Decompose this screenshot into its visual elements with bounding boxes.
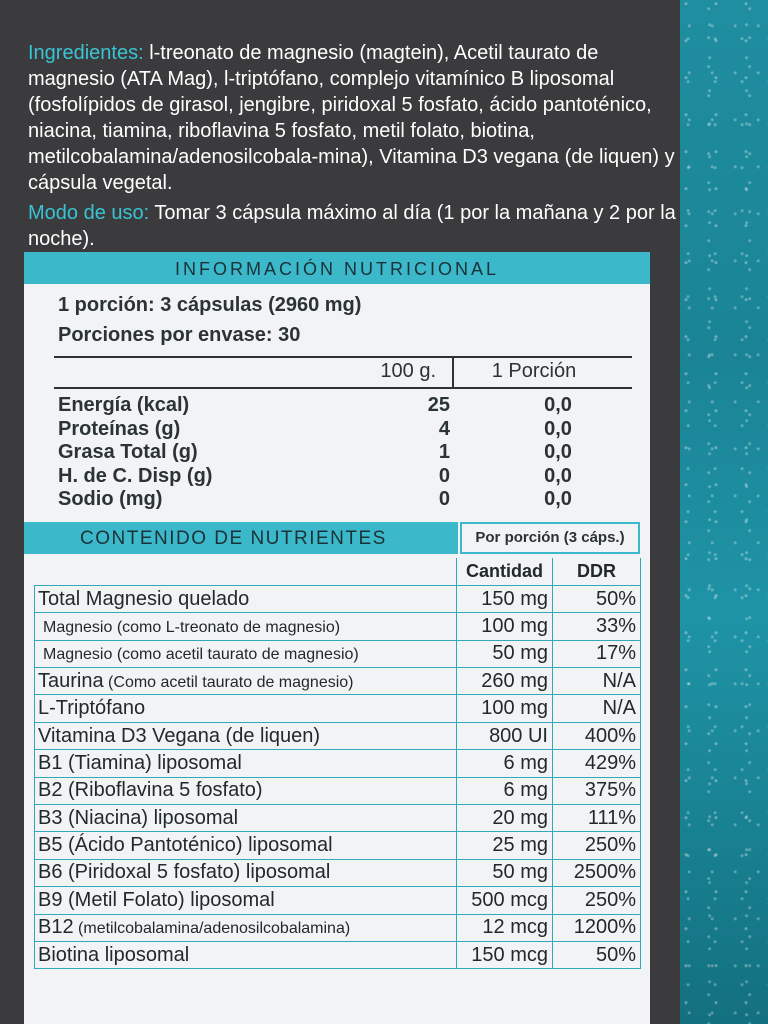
nutrient-main: B3 (Niacina) liposomal	[38, 806, 239, 829]
nutrient-amount: 800 UI	[457, 722, 553, 749]
ingredients-label: Ingredientes:	[28, 42, 144, 64]
nutrient-main: B2 (Riboflavina 5 fosfato)	[38, 779, 263, 802]
nutrient-row	[35, 722, 641, 749]
ingredients-paragraph	[28, 40, 676, 196]
nutrient-main: Biotina liposomal	[38, 943, 190, 966]
nutrient-amount: 100 mg	[457, 613, 553, 640]
servings-per-container: Porciones por envase: 30	[58, 324, 301, 346]
nutrition-label: Grasa Total (g)	[58, 441, 198, 463]
nutrient-name	[35, 805, 457, 832]
nutrient-row	[35, 859, 641, 886]
nutrition-row	[58, 441, 618, 465]
nutrient-ddr: 400%	[553, 722, 641, 749]
nutrient-row	[35, 668, 641, 695]
nutrient-name	[35, 668, 457, 695]
col-header-portion: 1 Porción	[491, 360, 577, 382]
nutrient-ddr: N/A	[553, 668, 641, 695]
nutrition-per100: 0	[438, 488, 450, 510]
nutrition-row	[58, 465, 618, 489]
nutrition-per100: 1	[438, 441, 450, 463]
nutrient-amount: 500 mcg	[457, 887, 553, 914]
column-divider	[452, 356, 454, 389]
nutrient-main: B6 (Piridoxal 5 fosfato) liposomal	[38, 861, 331, 884]
nutrient-row	[35, 750, 641, 777]
nutrient-main: L-Triptófano	[38, 697, 146, 720]
nutrient-amount: 12 mcg	[457, 914, 553, 941]
nutrient-ddr: 111%	[553, 805, 641, 832]
nutrition-portion: 0,0	[544, 464, 572, 487]
nutrient-sub: (metilcobalamina/adenosilcobalamina)	[73, 920, 351, 938]
nutrient-sub: (como L-treonato de magnesio)	[112, 618, 341, 636]
nutrient-main: B12	[38, 916, 74, 939]
nutrient-amount: 25 mg	[457, 832, 553, 859]
nutrient-main: B1 (Tiamina) liposomal	[38, 751, 242, 774]
nutrient-row	[35, 613, 641, 640]
nutrition-row	[58, 418, 618, 442]
nutrient-row	[35, 805, 641, 832]
nutrient-amount: 100 mg	[457, 695, 553, 722]
col-header-ddr: DDR	[553, 558, 641, 585]
nutrient-name	[35, 722, 457, 749]
nutrient-main: Taurina	[38, 669, 104, 692]
label-text-block	[28, 40, 676, 252]
nutrient-main: Magnesio	[43, 618, 113, 636]
nutrient-row	[35, 941, 641, 968]
nutrient-main: Vitamina D3 Vegana (de liquen)	[38, 724, 321, 747]
nutrition-row	[58, 394, 618, 418]
nutrient-amount: 150 mcg	[457, 941, 553, 968]
nutrient-name	[35, 750, 457, 777]
nutrient-amount: 6 mg	[457, 777, 553, 804]
nutrient-name	[35, 914, 457, 941]
nutrient-main: B9 (Metil Folato) liposomal	[38, 888, 275, 911]
nutrient-name	[35, 887, 457, 914]
usage-text: Tomar 3 cápsula máximo al día (1 por la mañana y 2 por la noche).	[28, 202, 676, 250]
nutrient-row	[35, 887, 641, 914]
nutrient-amount: 260 mg	[457, 668, 553, 695]
nutrition-portion: 0,0	[544, 441, 572, 463]
nutrition-title: INFORMACIÓN NUTRICIONAL	[24, 252, 650, 284]
usage-paragraph	[28, 200, 676, 252]
blank-cell	[35, 558, 457, 585]
nutrient-name	[35, 832, 457, 859]
nutrients-header-row	[35, 558, 641, 585]
nutrients-title: CONTENIDO DE NUTRIENTES	[24, 522, 458, 554]
nutrition-portion: 0,0	[544, 417, 572, 440]
nutrient-row	[35, 640, 641, 667]
nutrient-main: Magnesio	[43, 646, 113, 664]
teal-background-strip	[680, 0, 768, 1024]
col-header-amount: Cantidad	[457, 558, 553, 585]
nutrient-row	[35, 585, 641, 612]
nutrition-label: Sodio (mg)	[58, 488, 163, 510]
nutrient-name	[35, 941, 457, 968]
nutrition-panel	[24, 252, 650, 1024]
nutrient-ddr: 17%	[553, 640, 641, 667]
nutrient-name	[35, 695, 457, 722]
nutrient-ddr: 33%	[553, 613, 641, 640]
nutrient-ddr: 50%	[553, 941, 641, 968]
nutrient-ddr: N/A	[553, 695, 641, 722]
nutrient-main: B5 (Ácido Pantoténico) liposomal	[38, 834, 333, 857]
nutrition-label: Energía (kcal)	[58, 394, 190, 416]
nutrient-sub: (Como acetil taurato de magnesio)	[103, 673, 354, 691]
table-rule	[54, 356, 632, 358]
nutrient-name	[35, 640, 457, 667]
nutrition-portion: 0,0	[544, 394, 572, 416]
nutrient-name	[35, 613, 457, 640]
nutrient-name	[35, 585, 457, 612]
nutrition-per100: 25	[427, 394, 450, 416]
nutrition-per100: 4	[438, 417, 450, 440]
nutrient-amount: 50 mg	[457, 859, 553, 886]
nutrition-per100: 0	[438, 464, 450, 487]
nutrition-row	[58, 488, 618, 512]
nutrient-ddr: 2500%	[553, 859, 641, 886]
nutrient-name	[35, 777, 457, 804]
nutrient-amount: 6 mg	[457, 750, 553, 777]
nutrient-amount: 50 mg	[457, 640, 553, 667]
nutrient-ddr: 250%	[553, 832, 641, 859]
nutrient-row	[35, 914, 641, 941]
nutrition-portion: 0,0	[544, 488, 572, 510]
serving-size: 1 porción: 3 cápsulas (2960 mg)	[58, 294, 362, 316]
per-serving-label: Por porción (3 cáps.)	[460, 522, 640, 554]
nutrition-label: H. de C. Disp (g)	[58, 464, 213, 487]
usage-label: Modo de uso:	[28, 202, 150, 224]
nutrition-label: Proteínas (g)	[58, 417, 181, 440]
nutrient-name	[35, 859, 457, 886]
nutrients-table	[34, 558, 641, 969]
nutrient-ddr: 429%	[553, 750, 641, 777]
nutrient-row	[35, 695, 641, 722]
nutrient-sub: (como acetil taurato de magnesio)	[112, 646, 359, 664]
nutrient-ddr: 50%	[553, 585, 641, 612]
table-rule	[54, 387, 632, 389]
ingredients-text: l-treonato de magnesio (magtein), Acetil taurato de magnesio (ATA Mag), l-triptófano, complejo vitamínico B liposomal (fosfolípidos de girasol, jengibre, piridoxal 5 fosfato, ácido pantoténico, niacina, tiamina, riboflavina 5 fosfato, metil folato, biotina, metilcobalamina/adenosilcobala-mina), Vitamina D3 vegana (de liquen) y cápsula vegetal.	[28, 42, 675, 194]
nutrient-amount: 20 mg	[457, 805, 553, 832]
nutrient-ddr: 1200%	[553, 914, 641, 941]
nutrient-main: Total Magnesio quelado	[38, 587, 250, 610]
nutrient-ddr: 250%	[553, 887, 641, 914]
serving-info	[58, 290, 361, 350]
nutrient-amount: 150 mg	[457, 585, 553, 612]
nutrient-ddr: 375%	[553, 777, 641, 804]
nutrition-rows	[58, 394, 618, 512]
col-header-100g: 100 g.	[380, 360, 436, 382]
nutrient-row	[35, 777, 641, 804]
nutrient-row	[35, 832, 641, 859]
